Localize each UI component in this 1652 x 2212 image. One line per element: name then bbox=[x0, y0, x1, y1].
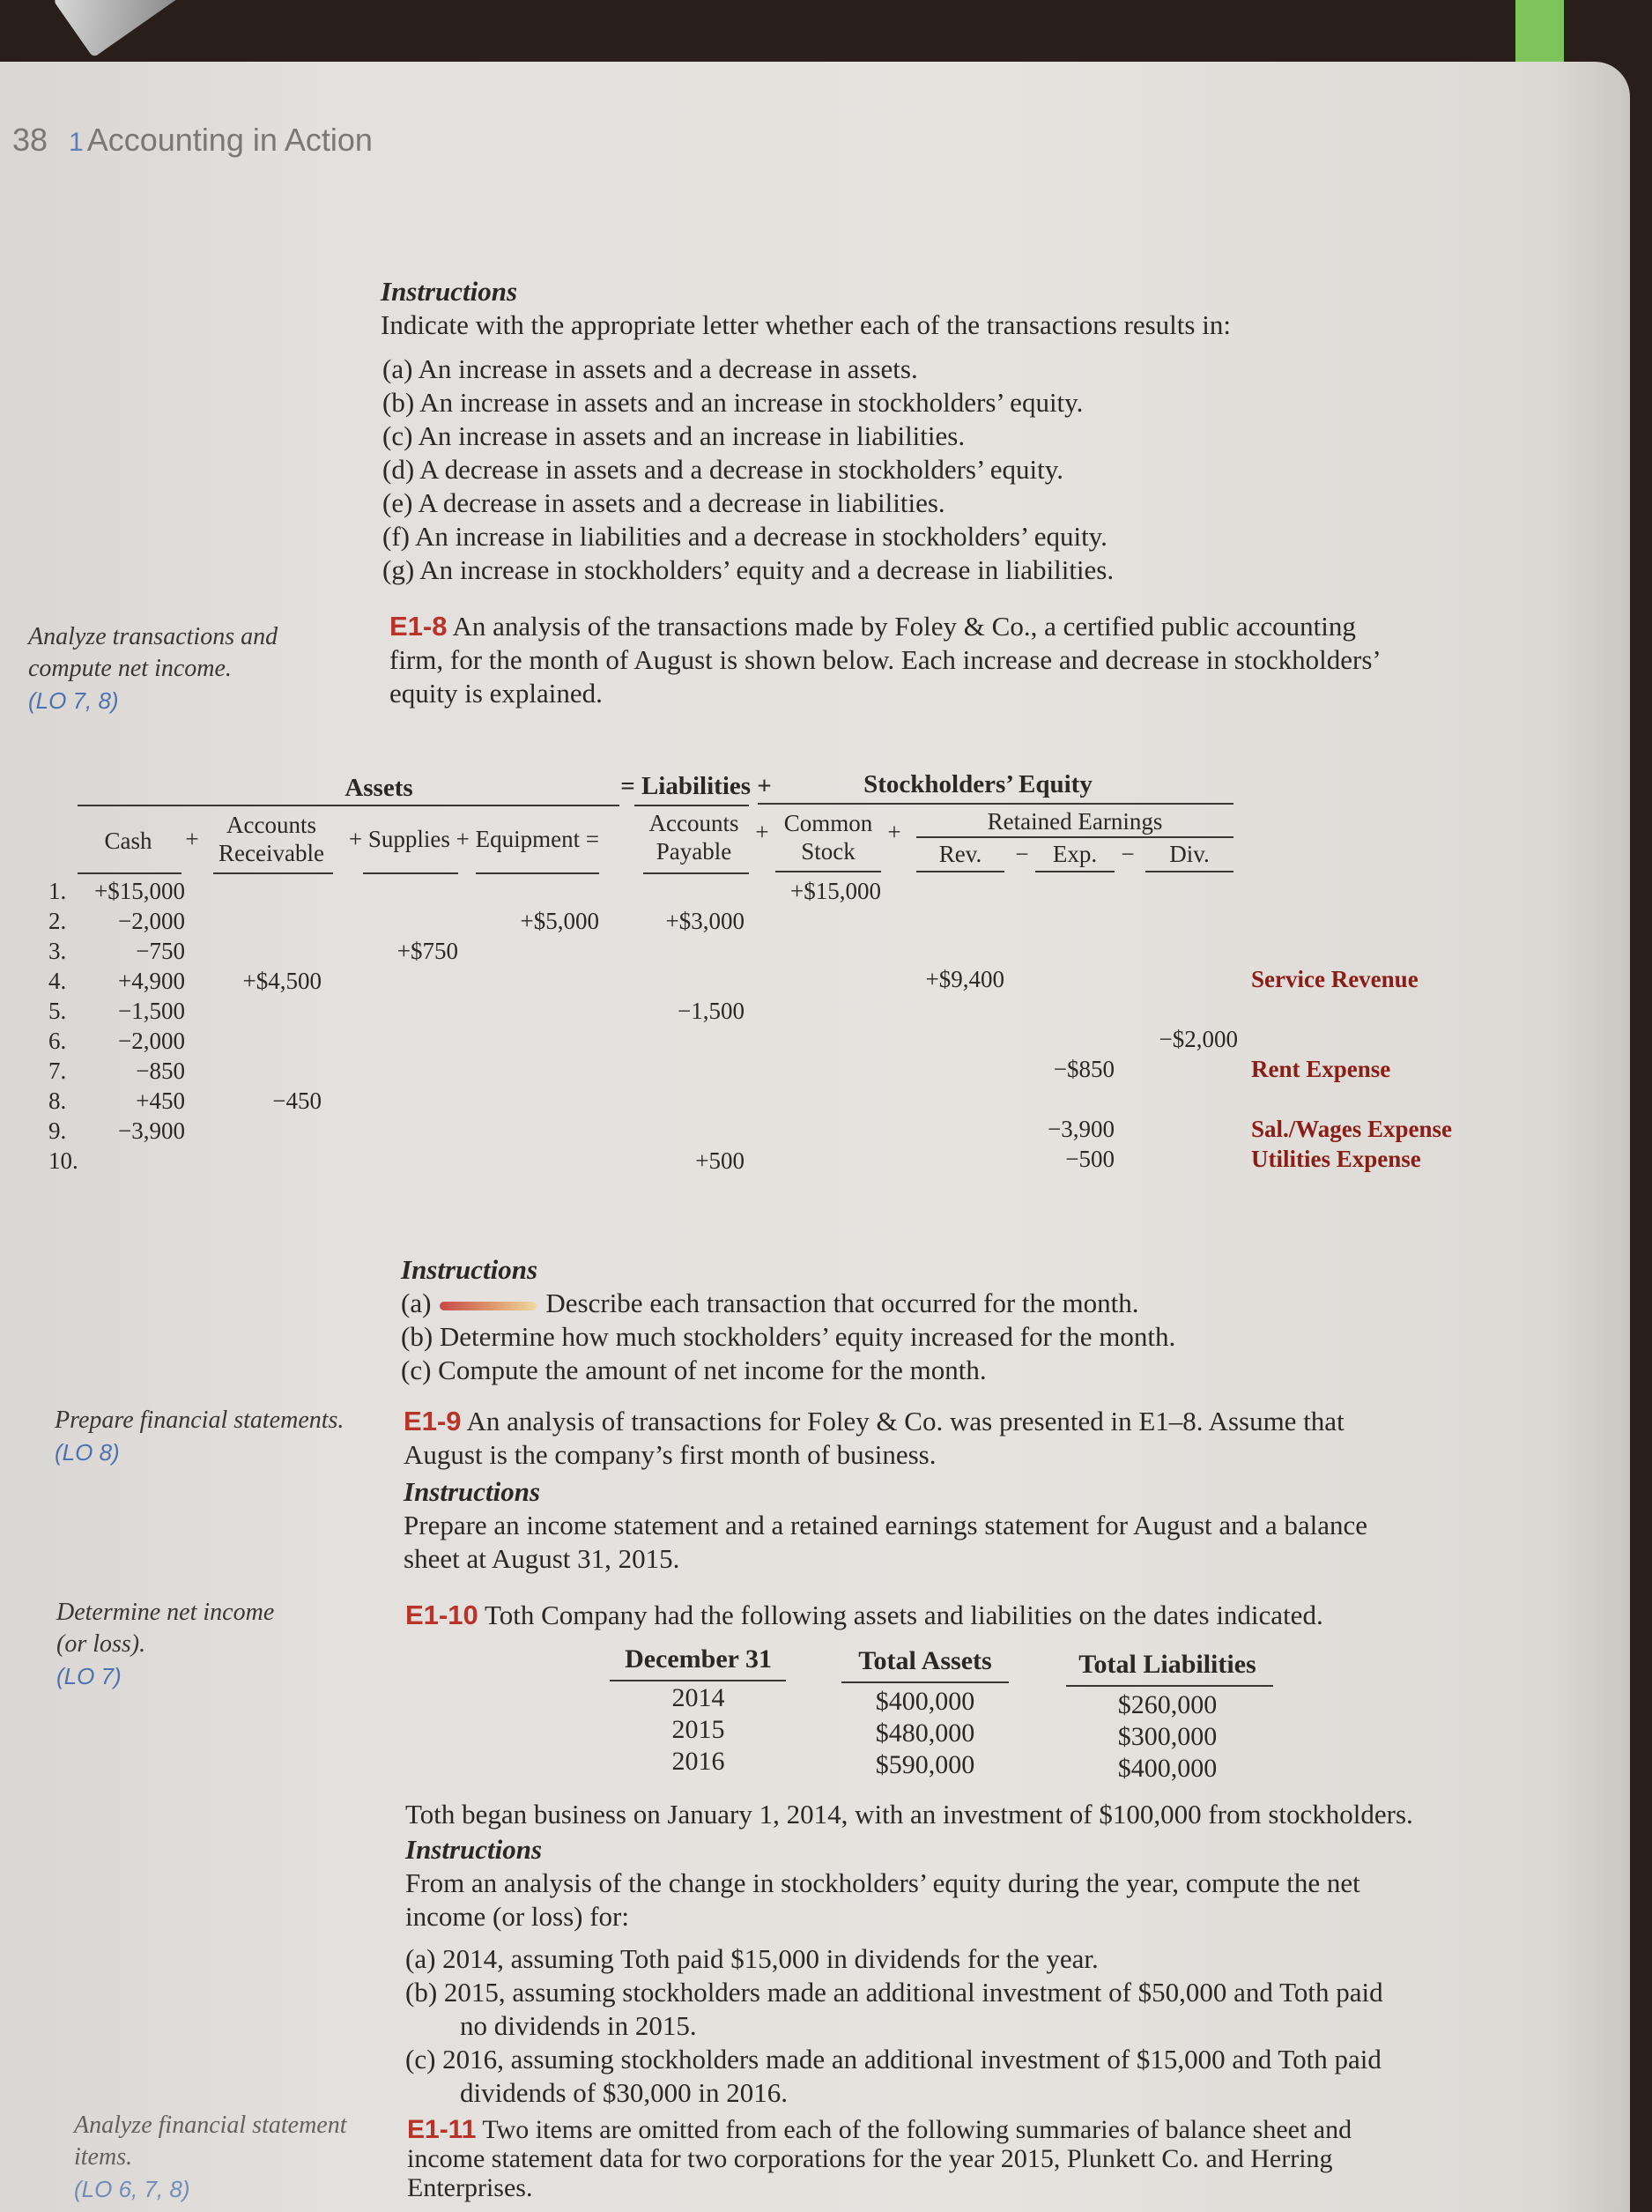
rule bbox=[1066, 1685, 1273, 1687]
paragraph-line: From an analysis of the change in stockholders’ equity during the year, compute the net bbox=[405, 1867, 1360, 1898]
header-text: Payable bbox=[656, 838, 732, 865]
list-item: (b) Determine how much stockholders’ equity increased for the month. bbox=[401, 1321, 1176, 1352]
usb-drive-photo bbox=[53, 0, 180, 58]
rule bbox=[78, 805, 619, 806]
header-text: Stock bbox=[801, 838, 856, 865]
cell-ar: −450 bbox=[272, 1087, 322, 1114]
header-expense: Exp. bbox=[1052, 841, 1098, 867]
paragraph-line: Prepare an income statement and a retained earnings statement for August and a balance bbox=[404, 1510, 1368, 1540]
table-cell: $480,000 bbox=[875, 1718, 975, 1748]
e1-9-text bbox=[404, 1405, 1540, 1576]
list-item: (e) A decrease in assets and a decrease in liabilities. bbox=[382, 487, 945, 518]
instructions-intro: Indicate with the appropriate letter whether each of the transactions results in: bbox=[381, 309, 1231, 340]
table-cell: $300,000 bbox=[1117, 1722, 1218, 1751]
header-accounts-receivable bbox=[210, 811, 333, 867]
list-item: (b) An increase in assets and an increase in stockholders’ equity. bbox=[382, 387, 1084, 418]
header-assets: Assets bbox=[344, 774, 413, 802]
paragraph-line: income (or loss) for: bbox=[405, 1901, 629, 1932]
rule bbox=[758, 803, 1233, 805]
cell-exp: −3,900 bbox=[1048, 1116, 1115, 1142]
e1-11-text bbox=[407, 2115, 1544, 2202]
list-item: (d) A decrease in assets and a decrease in stockholders’ equity. bbox=[382, 454, 1063, 485]
header-accounts-payable bbox=[639, 809, 749, 865]
sidebar-text: Analyze financial statement bbox=[74, 2112, 347, 2139]
e1-10-sidebar bbox=[56, 1597, 347, 1692]
cell-note: Utilities Expense bbox=[1251, 1146, 1421, 1172]
exercise-number: E1-11 bbox=[407, 2115, 477, 2144]
cell-rev: +$9,400 bbox=[925, 966, 1004, 992]
list-item: (b) 2015, assuming stockholders made an additional investment of $50,000 and Toth paid bbox=[405, 1977, 1383, 2008]
sidebar-text: (or loss). bbox=[56, 1630, 146, 1658]
learning-objective: (LO 8) bbox=[55, 1439, 120, 1466]
table-cell: $590,000 bbox=[875, 1750, 975, 1779]
running-head bbox=[12, 122, 373, 159]
cell-cash: −3,900 bbox=[118, 1117, 185, 1144]
list-item: (c) An increase in assets and an increase in liabilities. bbox=[382, 420, 966, 451]
rule bbox=[213, 872, 333, 874]
column-header-assets: Total Assets bbox=[858, 1646, 992, 1675]
e1-11-sidebar bbox=[74, 2110, 374, 2205]
cell-cash: −2,000 bbox=[118, 908, 185, 934]
paragraph-line: sheet at August 31, 2015. bbox=[404, 1543, 680, 1574]
instructions-1 bbox=[381, 275, 1526, 587]
paragraph-line: equity is explained. bbox=[389, 678, 603, 709]
learning-objective: (LO 7, 8) bbox=[28, 687, 119, 714]
cell-cash: −750 bbox=[136, 938, 185, 964]
e1-8-text bbox=[389, 610, 1535, 710]
header-minus: − bbox=[1121, 841, 1135, 867]
paragraph-line: Toth Company had the following assets and liabilities on the dates indicated. bbox=[484, 1600, 1323, 1630]
table-cell: $400,000 bbox=[1117, 1754, 1218, 1783]
list-item: (c) Compute the amount of net income for the month. bbox=[401, 1355, 987, 1385]
table-cell: $260,000 bbox=[1117, 1690, 1218, 1719]
paragraph-line: Two items are omitted from each of the following summaries of balance sheet and bbox=[482, 2115, 1352, 2144]
header-text: Receivable bbox=[219, 840, 324, 866]
sidebar-text: compute net income. bbox=[28, 655, 232, 682]
list-item: (f) An increase in liabilities and a decrease in stockholders’ equity. bbox=[382, 521, 1108, 552]
list-item: (c) 2016, assuming stockholders made an additional investment of $15,000 and Toth paid bbox=[405, 2044, 1382, 2075]
cell-cash: −850 bbox=[136, 1058, 185, 1084]
cell-exp: −500 bbox=[1065, 1146, 1115, 1172]
pen-icon bbox=[440, 1302, 537, 1310]
exercise-number: E1-10 bbox=[405, 1600, 478, 1630]
sidebar-text: Prepare financial statements. bbox=[55, 1407, 344, 1434]
column-header-liabilities: Total Liabilities bbox=[1078, 1650, 1256, 1679]
sidebar-text: Analyze transactions and bbox=[28, 623, 278, 650]
cell-ar: +$4,500 bbox=[242, 968, 322, 994]
exercise-number: E1-8 bbox=[389, 611, 448, 642]
list-item: Describe each transaction that occurred for the month. bbox=[545, 1288, 1139, 1318]
instructions-heading: Instructions bbox=[405, 1834, 543, 1865]
paragraph-line: An analysis of the transactions made by Foley & Co., a certified public accounting bbox=[452, 611, 1356, 642]
cell-n: 7. bbox=[48, 1058, 67, 1084]
cell-n: 10. bbox=[48, 1147, 78, 1174]
chapter-title: Accounting in Action bbox=[86, 122, 373, 158]
table-cell: 2016 bbox=[671, 1747, 725, 1776]
header-text: Common bbox=[783, 810, 873, 836]
header-dividends: Div. bbox=[1169, 841, 1210, 867]
cell-sup: +$750 bbox=[396, 938, 458, 964]
rule bbox=[476, 872, 599, 874]
paragraph-line: Toth began business on January 1, 2014, with an investment of $100,000 from stockholders. bbox=[405, 1799, 1413, 1830]
sidebar-text: items. bbox=[74, 2143, 133, 2171]
paragraph-line: income statement data for two corporations for the year 2015, Plunkett Co. and Herring bbox=[407, 2144, 1333, 2173]
cell-cs: +$15,000 bbox=[790, 878, 881, 904]
cell-cash: +4,900 bbox=[118, 968, 185, 994]
rule bbox=[841, 1681, 1009, 1683]
e1-10-text bbox=[405, 1599, 1542, 1632]
header-minus: − bbox=[1015, 841, 1029, 867]
cell-cash: −1,500 bbox=[118, 998, 185, 1024]
learning-objective: (LO 6, 7, 8) bbox=[74, 2176, 190, 2202]
header-plus: + bbox=[887, 819, 901, 845]
header-plus: + bbox=[755, 819, 769, 845]
paragraph-line: firm, for the month of August is shown below. Each increase and decrease in stockholders’ bbox=[389, 644, 1382, 675]
list-item-continued: no dividends in 2015. bbox=[460, 2010, 697, 2041]
header-supplies-equipment: + Supplies + Equipment = bbox=[348, 826, 600, 852]
cell-exp: −$850 bbox=[1053, 1056, 1115, 1082]
list-label: (a) bbox=[401, 1288, 432, 1318]
cell-n: 1. bbox=[48, 878, 67, 904]
rule bbox=[610, 1680, 786, 1681]
cell-n: 3. bbox=[48, 938, 67, 964]
list-item: (a) 2014, assuming Toth paid $15,000 in dividends for the year. bbox=[405, 1943, 1099, 1974]
cell-eq: +$5,000 bbox=[520, 908, 599, 934]
cell-ap: +500 bbox=[695, 1147, 745, 1174]
cell-cash: +450 bbox=[136, 1087, 185, 1114]
rule bbox=[363, 872, 458, 874]
header-text: Accounts bbox=[226, 812, 316, 838]
header-cash: Cash bbox=[104, 828, 152, 854]
cell-n: 8. bbox=[48, 1087, 67, 1114]
rule bbox=[1035, 871, 1115, 872]
header-stockholders-equity: Stockholders’ Equity bbox=[863, 770, 1093, 798]
header-liabilities: = Liabilities + bbox=[620, 772, 772, 800]
cell-note: Rent Expense bbox=[1251, 1056, 1391, 1082]
rule bbox=[775, 871, 881, 872]
rule bbox=[78, 872, 181, 874]
cell-n: 6. bbox=[48, 1028, 67, 1054]
paragraph-line: August is the company’s first month of business. bbox=[404, 1439, 937, 1470]
cell-note: Sal./Wages Expense bbox=[1251, 1116, 1453, 1142]
cell-div: −$2,000 bbox=[1159, 1026, 1238, 1052]
table-cell: 2015 bbox=[671, 1715, 725, 1744]
header-plus: + bbox=[185, 826, 199, 852]
table-cell: 2014 bbox=[671, 1683, 725, 1712]
cell-cash: −2,000 bbox=[118, 1028, 185, 1054]
e1-10-body bbox=[405, 1798, 1551, 2110]
list-item: (a) An increase in assets and a decrease in assets. bbox=[382, 353, 918, 384]
sidebar-text: Determine net income bbox=[56, 1599, 275, 1626]
rule bbox=[643, 872, 749, 874]
header-text: Accounts bbox=[648, 810, 739, 836]
column-header-date: December 31 bbox=[625, 1644, 772, 1674]
cell-n: 4. bbox=[48, 968, 67, 994]
list-item: (g) An increase in stockholders’ equity and a decrease in liabilities. bbox=[382, 554, 1115, 585]
rule bbox=[916, 871, 1004, 872]
e1-8-sidebar bbox=[28, 621, 319, 716]
e1-8-instructions bbox=[401, 1253, 1546, 1387]
table-cell: $400,000 bbox=[875, 1687, 975, 1716]
list-item-continued: dividends of $30,000 in 2016. bbox=[460, 2077, 788, 2108]
instructions-heading: Instructions bbox=[401, 1254, 538, 1285]
exercise-number: E1-9 bbox=[404, 1406, 462, 1436]
cell-ap: +$3,000 bbox=[665, 908, 745, 934]
cell-note: Service Revenue bbox=[1251, 966, 1419, 992]
page-number: 38 bbox=[12, 122, 48, 158]
cell-n: 2. bbox=[48, 908, 67, 934]
paragraph-line: An analysis of transactions for Foley & Co. was presented in E1–8. Assume that bbox=[466, 1406, 1345, 1436]
header-common-stock bbox=[775, 809, 881, 865]
cell-ap: −1,500 bbox=[678, 998, 745, 1024]
rule bbox=[916, 836, 1233, 838]
instructions-heading: Instructions bbox=[381, 276, 518, 307]
cell-n: 9. bbox=[48, 1117, 67, 1144]
cell-n: 5. bbox=[48, 998, 67, 1024]
e1-9-sidebar bbox=[55, 1405, 372, 1468]
instructions-list bbox=[382, 353, 1526, 587]
cell-cash: +$15,000 bbox=[94, 878, 185, 904]
header-retained-earnings: Retained Earnings bbox=[987, 808, 1163, 835]
header-revenue: Rev. bbox=[938, 841, 982, 867]
rule bbox=[634, 805, 749, 806]
chapter-number: 1 bbox=[69, 128, 84, 157]
paragraph-line: Enterprises. bbox=[407, 2173, 533, 2202]
rule bbox=[1145, 871, 1233, 872]
instructions-heading: Instructions bbox=[404, 1476, 541, 1507]
learning-objective: (LO 7) bbox=[56, 1663, 122, 1689]
